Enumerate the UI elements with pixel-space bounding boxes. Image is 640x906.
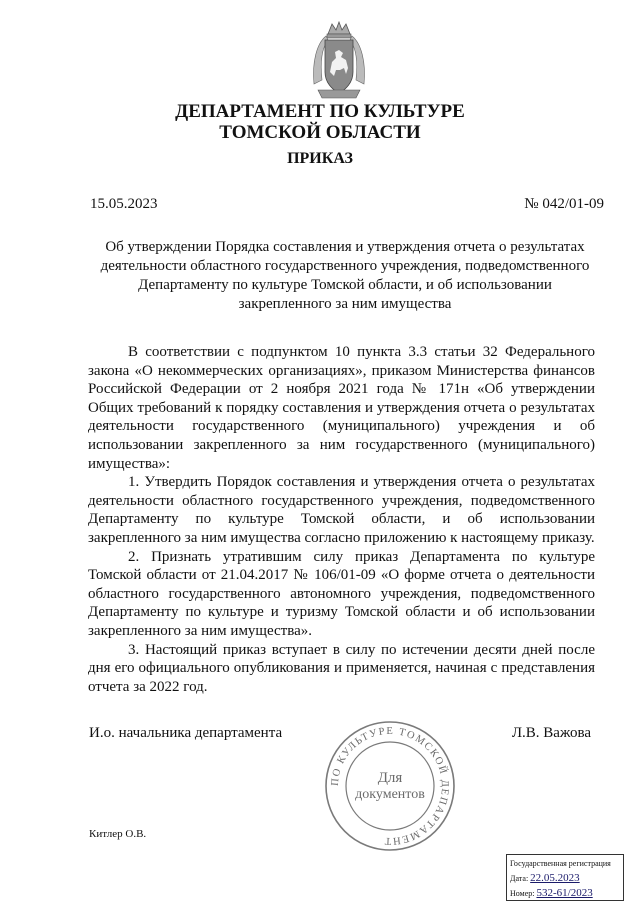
clause-2: 2. Признать утратившим силу приказ Департамента по культуре Томской области от 21.04.2017 № 106/01-09 «О форме отчета о деятельности областного государственного автономного учреждения, подведомственного Департаменту по культуре и туризму Томской области и об использовании закрепленного за ним имущества».: [88, 548, 595, 639]
registration-date-row: [510, 871, 620, 886]
signatory-position: И.о. начальника департамента: [89, 725, 283, 741]
registration-box: [506, 854, 624, 901]
department-name-line2: ТОМСКОЙ ОБЛАСТИ: [219, 122, 421, 143]
department-name-line1: ДЕПАРТАМЕНТ ПО КУЛЬТУРЕ: [175, 101, 465, 122]
stamp-center-line1: Для: [377, 770, 403, 786]
preamble-paragraph: В соответствии с подпунктом 10 пункта 3.3 статьи 32 Федерального закона «О некоммерческих организациях», приказом Министерства финансов Российской Федерации от 2 ноября 2021 года № 171н «Об утверждении Общих требований к порядку составления и утверждения отчета о результатах деятельности государственного (муниципального) учреждения и об использовании закрепленного за ним государственного (муниципального) имущества»:: [88, 344, 595, 472]
registration-date-value: 22.05.2023: [530, 872, 580, 884]
stamp-center-line2: документов: [355, 787, 425, 802]
executor-name: Китлер О.В.: [89, 828, 147, 840]
clause-1: 1. Утвердить Порядок составления и утверждения отчета о результатах деятельности областного государственного учреждения, подведомственного Департаменту по культуре Томской области, и об использовании закрепленного за ним имущества согласно приложению к настоящему приказу.: [88, 474, 595, 546]
registration-number-row: [510, 886, 620, 901]
clause-3: 3. Настоящий приказ вступает в силу по истечении десяти дней после дня его официального опубликования и применяется, начиная с представления отчета за 2022 год.: [88, 641, 595, 695]
document-type: ПРИКАЗ: [287, 150, 353, 167]
stamp-ring-text: ПО КУЛЬТУРЕ ТОМСКОЙ ДЕПАРТАМЕНТ: [329, 725, 451, 847]
coat-of-arms: [308, 20, 370, 102]
official-stamp: [322, 718, 458, 854]
order-subject: Об утверждении Порядка составления и утверждения отчета о результатах деятельности областного государственного учреждения, подведомственного Департаменту по культуре Томской области, и об использовании закрепленного за ним имущества: [100, 239, 590, 312]
order-body: [88, 343, 595, 696]
registration-title: Государственная регистрация: [510, 859, 611, 868]
signatory-name: Л.В. Важова: [511, 725, 591, 741]
order-number: № 042/01-09: [524, 196, 604, 212]
registration-number-label: Номер:: [510, 889, 535, 898]
registration-date-label: Дата:: [510, 874, 529, 883]
order-date: 15.05.2023: [90, 196, 158, 212]
registration-number-value: 532-61/2023: [536, 887, 593, 899]
